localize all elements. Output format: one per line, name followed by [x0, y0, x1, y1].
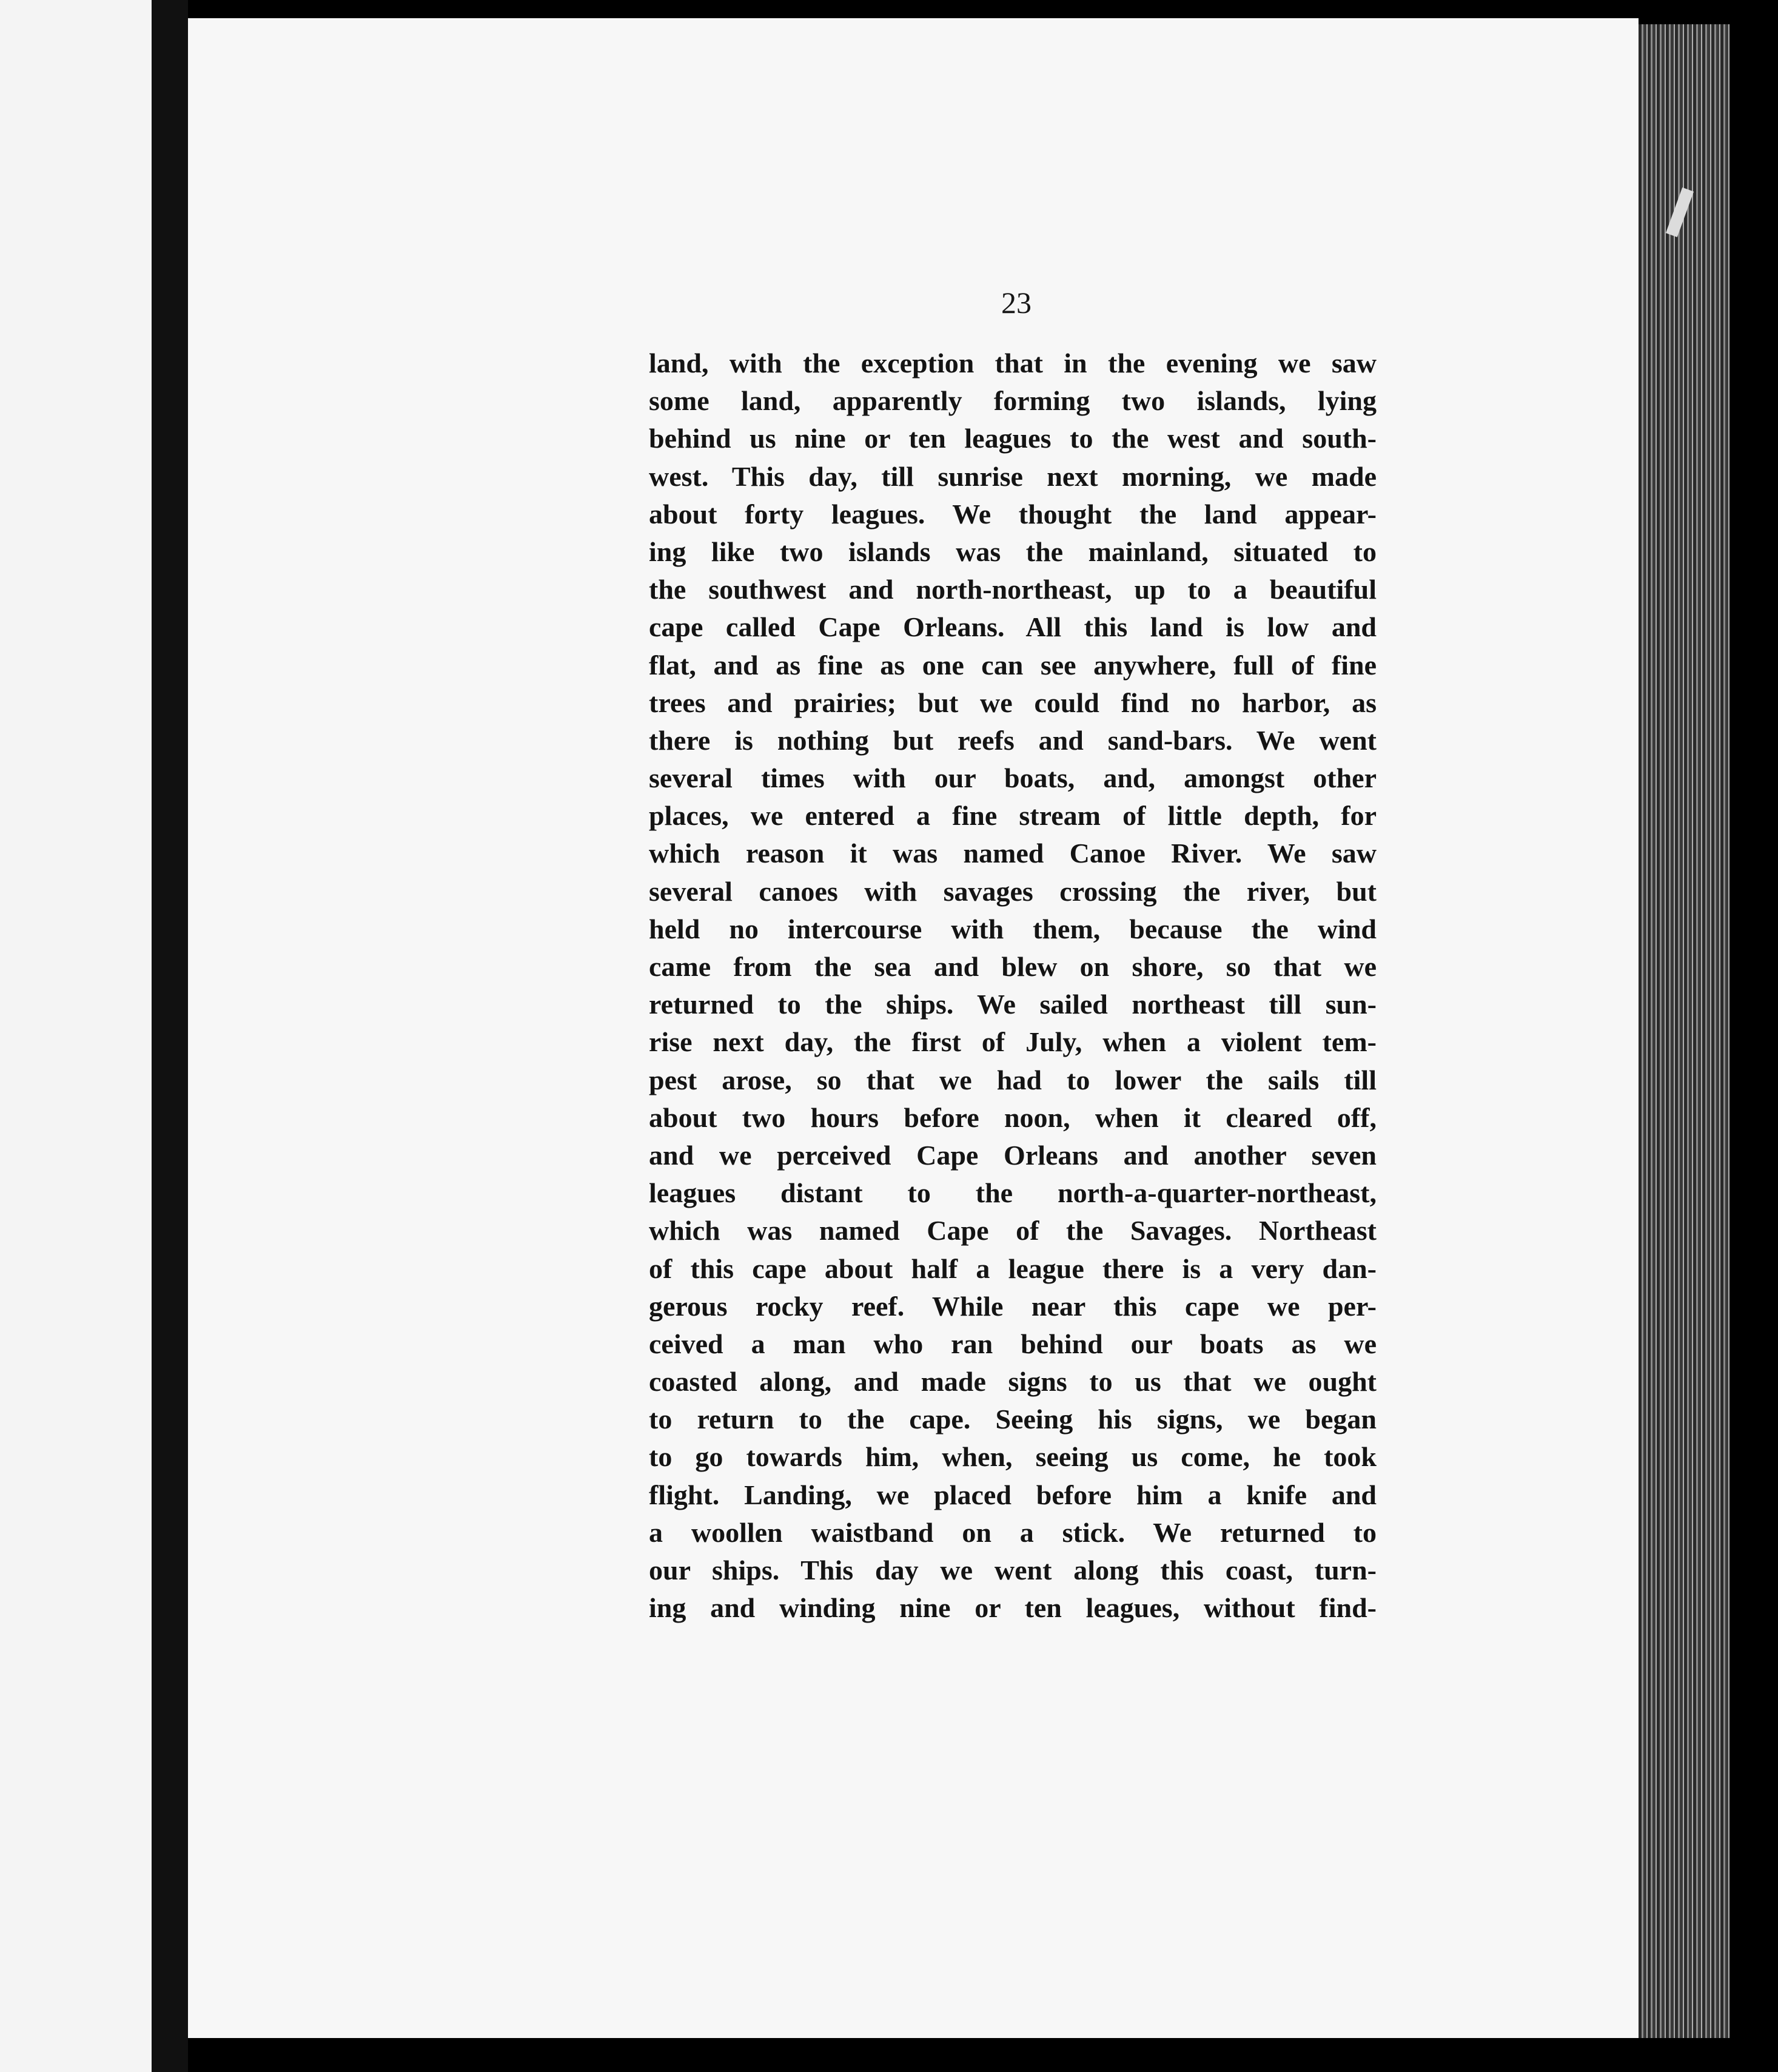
- text-line: there is nothing but reefs and sand-bars. We went: [649, 724, 1377, 756]
- left-facing-page: [0, 0, 152, 2072]
- text-line: coasted along, and made signs to us that we ought: [649, 1366, 1377, 1398]
- text-line: ing and winding nine or ten leagues, without find-: [649, 1592, 1377, 1624]
- text-line: ceived a man who ran behind our boats as we: [649, 1328, 1377, 1359]
- text-line: gerous rocky reef. While near this cape we per-: [649, 1290, 1377, 1322]
- text-line: trees and prairies; but we could find no harbor, as: [649, 687, 1377, 718]
- text-line: rise next day, the first of July, when a violent tem-: [649, 1026, 1377, 1058]
- book-page: [188, 18, 1639, 2038]
- text-line: about forty leagues. We thought the land appear-: [649, 498, 1377, 530]
- text-line: our ships. This day we went along this coast, turn-: [649, 1555, 1377, 1586]
- text-line: cape called Cape Orleans. All this land is low and: [649, 611, 1377, 643]
- text-line: some land, apparently forming two islands, lying: [649, 385, 1377, 417]
- text-line: to go towards him, when, seeing us come, he took: [649, 1441, 1377, 1473]
- page-number: 23: [1001, 286, 1032, 320]
- text-line: a woollen waistband on a stick. We returned to: [649, 1516, 1377, 1548]
- text-line: the southwest and north-northeast, up to a beautiful: [649, 574, 1377, 605]
- text-line: about two hours before noon, when it cleared off,: [649, 1102, 1377, 1133]
- text-line: of this cape about half a league there is a very dan-: [649, 1253, 1377, 1284]
- text-line: west. This day, till sunrise next morning, we made: [649, 460, 1377, 492]
- text-line: to return to the cape. Seeing his signs, we began: [649, 1404, 1377, 1435]
- text-line: behind us nine or ten leagues to the west and south-: [649, 423, 1377, 454]
- text-line: which reason it was named Canoe River. We saw: [649, 838, 1377, 869]
- text-line: and we perceived Cape Orleans and another seven: [649, 1139, 1377, 1171]
- page-text: [649, 345, 1377, 1627]
- text-line: land, with the exception that in the evening we saw: [649, 348, 1377, 378]
- text-line: which was named Cape of the Savages. Northeast: [649, 1215, 1377, 1246]
- text-line: returned to the ships. We sailed northeast till sun-: [649, 989, 1377, 1020]
- text-line: pest arose, so that we had to lower the sails till: [649, 1064, 1377, 1095]
- text-line: leagues distant to the north-a-quarter-northeast,: [649, 1177, 1377, 1209]
- text-line: came from the sea and blew on shore, so that we: [649, 951, 1377, 982]
- text-line: flat, and as fine as one can see anywhere, full of fine: [649, 649, 1377, 681]
- text-line: several canoes with savages crossing the river, but: [649, 875, 1377, 907]
- text-line: several times with our boats, and, amongst other: [649, 762, 1377, 794]
- text-line: places, we entered a fine stream of little depth, for: [649, 800, 1377, 832]
- text-line: held no intercourse with them, because the wind: [649, 913, 1377, 944]
- page-edges: [1639, 24, 1729, 2038]
- text-line: flight. Landing, we placed before him a knife and: [649, 1479, 1377, 1510]
- book-gutter: [152, 0, 188, 2072]
- text-line: ing like two islands was the mainland, situated to: [649, 536, 1377, 567]
